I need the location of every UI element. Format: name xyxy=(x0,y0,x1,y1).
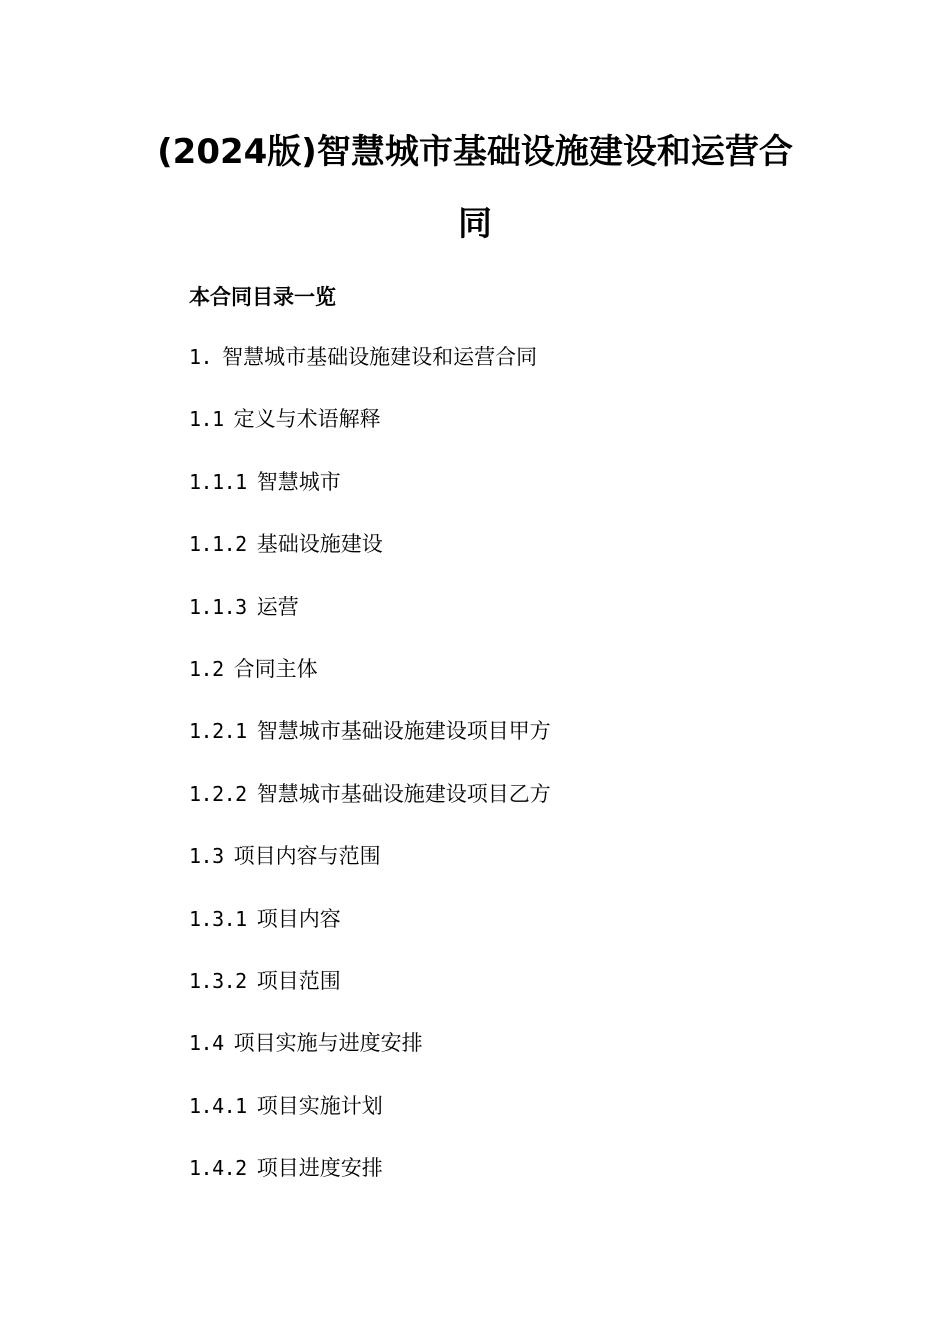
toc-item-number: 1.3.1 xyxy=(189,906,247,931)
toc-item xyxy=(189,405,551,467)
toc-item xyxy=(189,1154,551,1216)
toc-item-label: 项目实施计划 xyxy=(256,1093,383,1118)
toc-item xyxy=(189,842,551,904)
toc-item-number: 1. xyxy=(189,345,213,369)
toc-item xyxy=(189,905,551,967)
toc-item-label: 定义与术语解释 xyxy=(233,407,381,432)
toc-item-number: 1.4.2 xyxy=(189,1156,247,1181)
toc-list xyxy=(189,343,551,1216)
toc-item xyxy=(189,780,551,842)
toc-item xyxy=(189,655,551,717)
toc-item xyxy=(189,593,551,655)
toc-item-number: 1.4 xyxy=(189,1031,224,1056)
toc-item-number: 1.4.1 xyxy=(189,1093,247,1118)
toc-item xyxy=(189,530,551,592)
toc-item xyxy=(189,1029,551,1091)
toc-item-label: 项目范围 xyxy=(256,968,341,993)
toc-item xyxy=(189,717,551,779)
toc-item-number: 1.2 xyxy=(189,656,224,681)
toc-item xyxy=(189,1092,551,1154)
toc-item-label: 智慧城市基础设施建设项目甲方 xyxy=(256,719,551,744)
toc-item-label: 智慧城市基础设施建设项目乙方 xyxy=(256,781,551,806)
toc-item xyxy=(189,343,551,405)
toc-item-number: 1.3 xyxy=(189,844,224,869)
toc-item-label: 合同主体 xyxy=(233,656,318,681)
toc-item-number: 1.2.2 xyxy=(189,781,247,806)
toc-item-label: 项目实施与进度安排 xyxy=(233,1031,423,1056)
toc-item-number: 1.1.1 xyxy=(189,469,247,494)
toc-item xyxy=(189,967,551,1029)
document-title-line-2: 同 xyxy=(458,204,492,244)
toc-heading: 本合同目录一览 xyxy=(189,285,336,309)
toc-item-number: 1.3.2 xyxy=(189,968,247,993)
toc-item-label: 项目内容与范围 xyxy=(233,844,381,869)
toc-item-number: 1.1.2 xyxy=(189,532,247,557)
toc-item xyxy=(189,468,551,530)
toc-item-label: 智慧城市基础设施建设和运营合同 xyxy=(222,345,538,369)
toc-item-label: 运营 xyxy=(256,594,299,619)
document-title-line-1: (2024版)智慧城市基础设施建设和运营合 xyxy=(157,132,793,172)
toc-item-label: 智慧城市 xyxy=(256,469,341,494)
toc-item-label: 项目进度安排 xyxy=(256,1156,383,1181)
toc-item-number: 1.1.3 xyxy=(189,594,247,619)
toc-item-number: 1.2.1 xyxy=(189,719,247,744)
toc-item-number: 1.1 xyxy=(189,407,224,432)
toc-item-label: 项目内容 xyxy=(256,906,341,931)
toc-item-label: 基础设施建设 xyxy=(256,532,383,557)
